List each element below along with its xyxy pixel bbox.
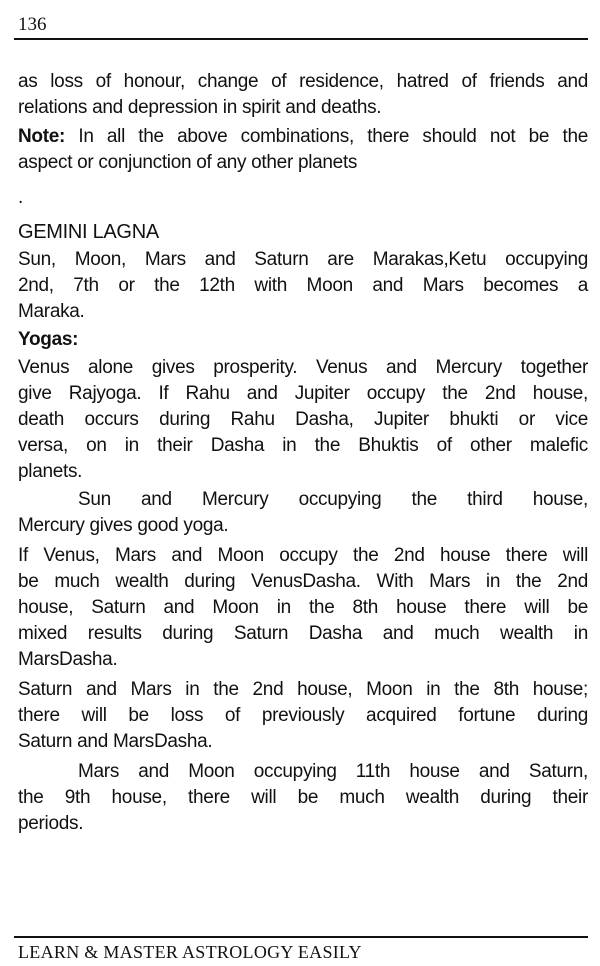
text-line: the 9th house, there will be much wealth during their [18, 787, 588, 808]
text-line: versa, on in their Dasha in the Bhuktis of other malefic [18, 435, 588, 456]
text-line: relations and depression in spirit and deaths. [18, 97, 382, 118]
text-line: planets. [18, 461, 83, 482]
footer-title: LEARN & MASTER ASTROLOGY EASILY [18, 942, 362, 962]
note-text: In all the above combinations, there should not be the [65, 126, 588, 147]
text-line: MarsDasha. [18, 649, 118, 670]
section-heading: GEMINI LAGNA [18, 221, 159, 243]
header-rule [14, 38, 588, 40]
stray-dot: . [18, 187, 23, 208]
text-line: give Rajyoga. If Rahu and Jupiter occupy the 2nd house, [18, 383, 588, 404]
text-line: death occurs during Rahu Dasha, Jupiter bhukti or vice [18, 409, 588, 430]
text-line: Maraka. [18, 301, 85, 322]
text-line: periods. [18, 813, 84, 834]
text-line: house, Saturn and Moon in the 8th house there will be [18, 597, 588, 618]
text-line: as loss of honour, change of residence, hatred of friends and [18, 71, 588, 92]
text-line: Saturn and MarsDasha. [18, 731, 213, 752]
text-line: Saturn and Mars in the 2nd house, Moon in the 8th house; [18, 679, 588, 700]
text-line: Sun, Moon, Mars and Saturn are Marakas,Ketu occupying [18, 249, 588, 270]
text-line: Sun and Mercury occupying the third house, [78, 489, 588, 510]
text-line: mixed results during Saturn Dasha and much wealth in [18, 623, 588, 644]
text-line: Mars and Moon occupying 11th house and Saturn, [78, 761, 588, 782]
text-line: Mercury gives good yoga. [18, 515, 229, 536]
text-line: aspect or conjunction of any other planets [18, 152, 358, 173]
text-line: 2nd, 7th or the 12th with Moon and Mars becomes a [18, 275, 588, 296]
note-label: Note: [18, 126, 66, 147]
text-line: If Venus, Mars and Moon occupy the 2nd house there will [18, 545, 588, 566]
text-line: be much wealth during VenusDasha. With Mars in the 2nd [18, 571, 588, 592]
yogas-heading: Yogas: [18, 329, 79, 350]
text-line: there will be loss of previously acquired fortune during [18, 705, 588, 726]
note-line [18, 125, 588, 149]
page-number: 136 [18, 14, 47, 35]
footer-rule [14, 936, 588, 938]
text-line: Venus alone gives prosperity. Venus and Mercury together [18, 357, 588, 378]
